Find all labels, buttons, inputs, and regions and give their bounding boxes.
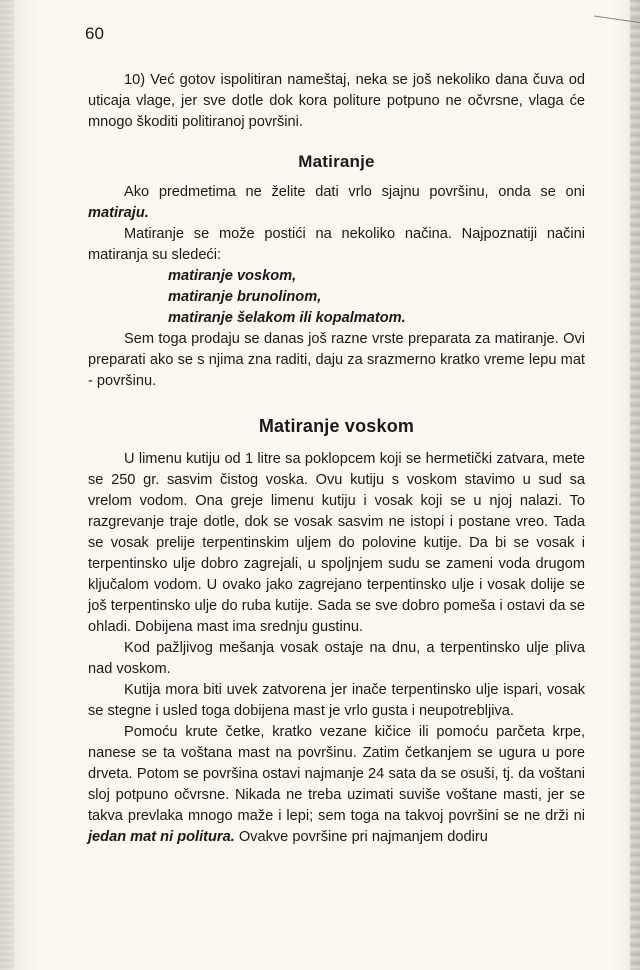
- method-item: matiranje šelakom ili kopalmatom.: [168, 310, 406, 326]
- paragraph-matiranje-preparati: Sem toga prodaju se danas još razne vrste preparata za matiranje. Ovi preparati ako se s njima zna raditi, daju za srazmerno kratko vreme lepu mat - površinu.: [88, 331, 585, 389]
- emphasis-jedan-mat: jedan mat ni politura.: [88, 829, 235, 845]
- text-run: Ovakve površine pri najmanjem dodiru: [234, 829, 488, 845]
- text-run: Pomoću krute četke, kratko vezane kičice ili pomoću parčeta krpe, nanese se ta voštana mast na površinu. Zatim četkanjem se ugura u pore drveta. Potom se površina ostavi najmanje 24 sata da se osuši, tj. da voštani sloj potpuno očvrsne. Nikada ne treba uzimati suviše voštane masti, jer se takva prevlaka mnogo maže i lepi; sem toga na takvoj površini se ne drži ni: [88, 724, 585, 824]
- paragraph-voskom-4: [88, 722, 585, 848]
- left-page-edge: [0, 0, 14, 970]
- method-item: matiranje brunolinom,: [168, 289, 322, 305]
- heading-matiranje-voskom: Matiranje voskom: [258, 416, 415, 436]
- page-number: 60: [85, 24, 104, 43]
- paragraph-voskom-3: Kutija mora biti uvek zatvorena jer inače terpentinsko ulje ispari, vosak se stegne i usled toga dobijena mast je vrlo gusta i neupotrebljiva.: [88, 682, 585, 719]
- text-run: Ako predmetima ne želite dati vrlo sjajnu površinu, onda se oni: [124, 184, 585, 200]
- right-page-edge: [630, 0, 640, 970]
- heading-matiranje: Matiranje: [298, 152, 375, 171]
- methods-list: [88, 266, 585, 329]
- emphasis-matiraju: matiraju.: [88, 205, 149, 221]
- paragraph-matiranje-methods-intro: Matiranje se može postići na nekoliko načina. Najpoznatiji načini matiranja su sledeći:: [88, 226, 585, 263]
- page-body: [88, 70, 585, 848]
- paragraph-10: 10) Već gotov ispolitiran nameštaj, neka se još nekoliko dana čuva od uticaja vlage, jer sve dotle dok kora politure potpuno ne očvrsne, vlaga će mnogo škoditi politiranoj površini.: [88, 72, 585, 130]
- method-item: matiranje voskom,: [168, 268, 297, 284]
- paragraph-matiranje-intro: [88, 182, 585, 224]
- corner-fold-mark: [594, 0, 640, 23]
- paragraph-voskom-1: U limenu kutiju od 1 litre sa poklopcem koji se hermetički zatvara, mete se 250 gr. sasvim čistog voska. Ovu kutiju s voskom stavimo u sud sa vrelom vodom. Ona greje limenu kutiju i vosak koji se u njoj nalazi. To razgrevanje traje dotle, dok se vosak sasvim ne istopi i postane vreo. Tada se vosak prelije terpentinskim uljem do polovine kutije. Da bi se vosak i terpentinsko ulje dobro zagrejali, u spoljnjem sudu se zameni voda drugom ključalom vodom. U ovako jako zagrejano terpentinsko ulje i vosak dolije se još terpentinsko ulje do ruba kutije. Sada se sve dobro pomeša i ostavi da se ohladi. Dobijena mast ima srednju gustinu.: [88, 451, 585, 635]
- paragraph-voskom-2: Kod pažljivog mešanja vosak ostaje na dnu, a terpentinsko ulje pliva nad voskom.: [88, 640, 585, 677]
